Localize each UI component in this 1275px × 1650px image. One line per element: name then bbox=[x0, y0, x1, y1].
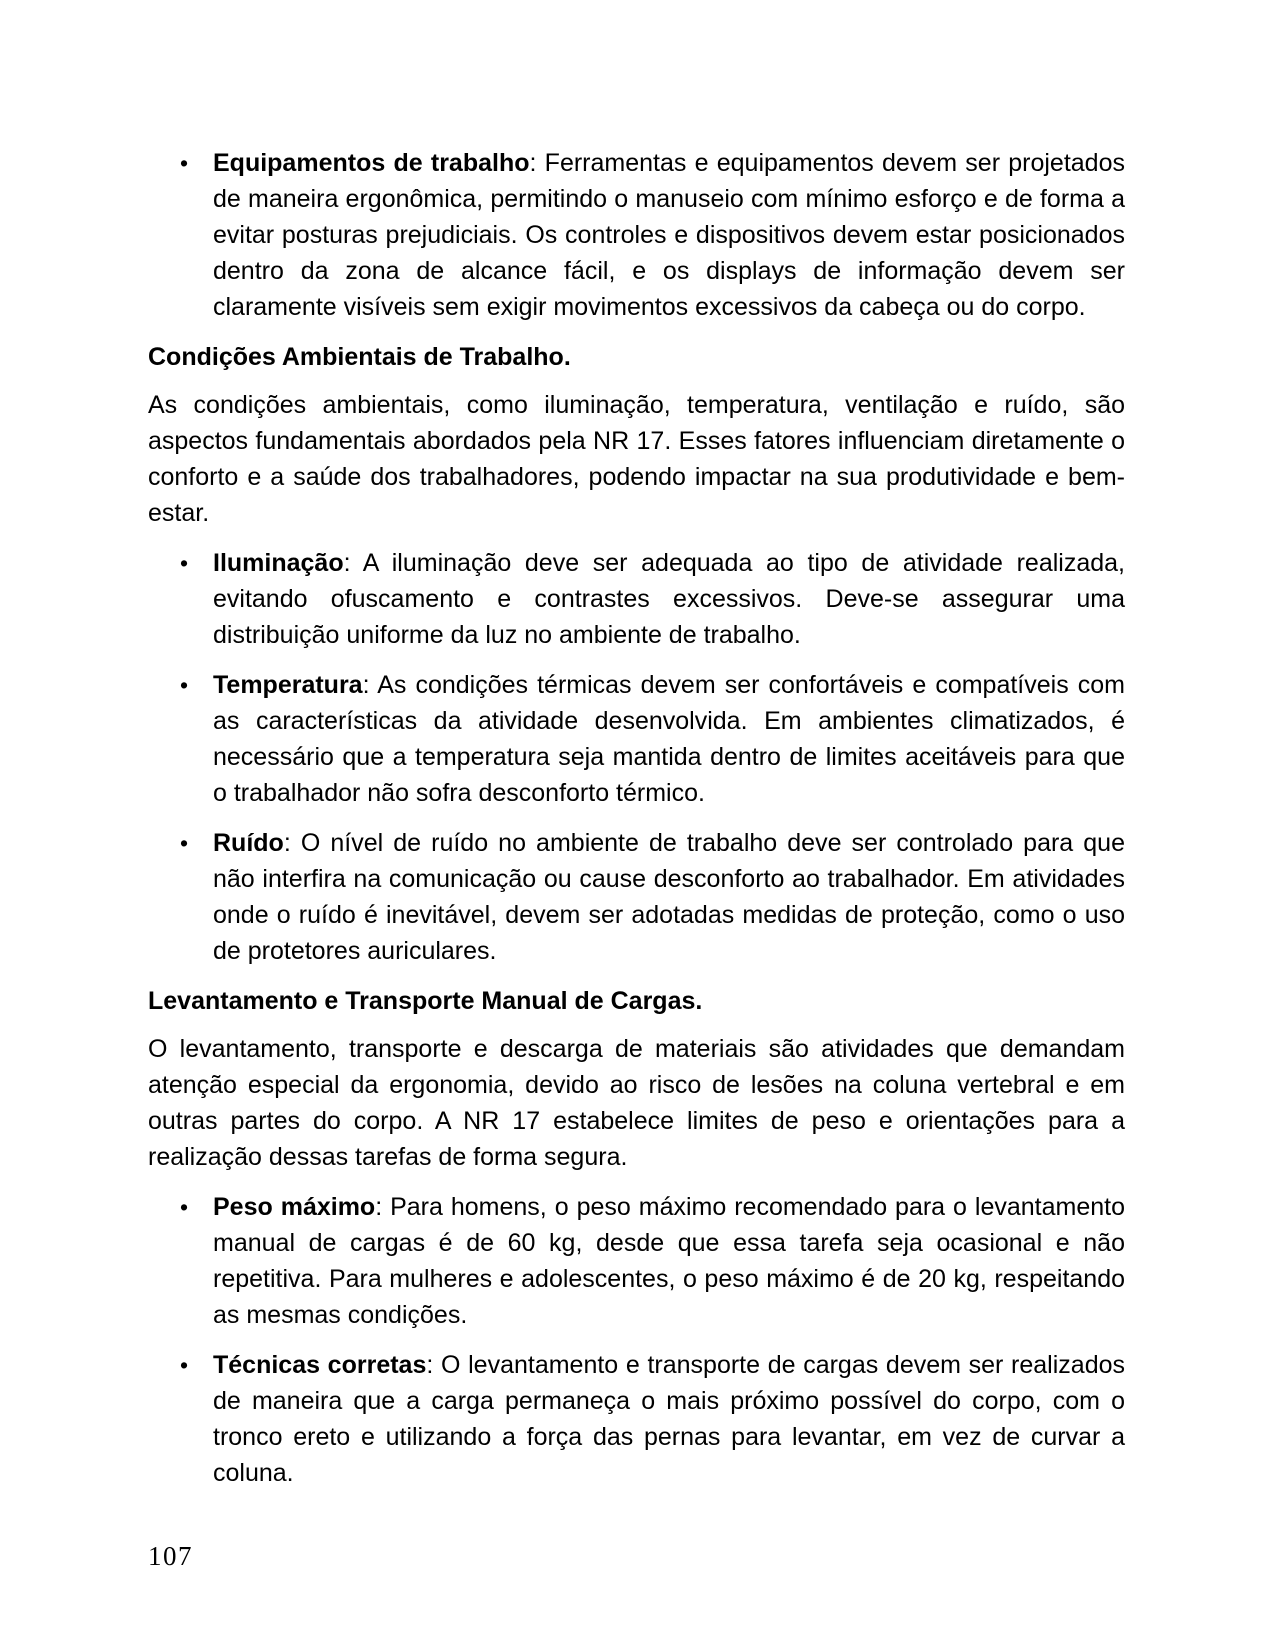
paragraph-condicoes-ambientais: As condições ambientais, como iluminação, temperatura, ventilação e ruído, são aspectos fundamentais abordados pela NR 17. Esses fatores influenciam diretamente o conforto e a saúde dos trabalhadores, podendo impactar na sua produtividade e bem-estar. bbox=[148, 391, 1125, 527]
list-item-tecnicas-corretas bbox=[148, 1347, 1125, 1491]
bullet-text: : A iluminação deve ser adequada ao tipo de atividade realizada, evitando ofuscamento e contrastes excessivos. Deve-se assegurar uma distribuição uniforme da luz no ambiente de trabalho. bbox=[213, 549, 1125, 649]
list-item-iluminacao bbox=[148, 545, 1125, 653]
list-item-text bbox=[213, 667, 1125, 811]
bullet-icon: • bbox=[180, 830, 189, 856]
bullet-label: Peso máximo bbox=[213, 1193, 376, 1221]
bullet-label: Equipamentos de trabalho bbox=[213, 149, 530, 177]
list-item-peso-maximo bbox=[148, 1189, 1125, 1333]
page-number: 107 bbox=[148, 1541, 193, 1571]
bullet-text: : O levantamento e transporte de cargas devem ser realizados de maneira que a carga permaneça o mais próximo possível do corpo, com o tronco ereto e utilizando a força das pernas para levantar, em vez de curvar a coluna. bbox=[213, 1351, 1125, 1487]
bullet-icon: • bbox=[180, 1352, 189, 1378]
list-item-ruido bbox=[148, 825, 1125, 969]
bullet-icon: • bbox=[180, 672, 189, 698]
bullet-label: Temperatura bbox=[213, 671, 363, 699]
section-heading-levantamento: Levantamento e Transporte Manual de Cargas. bbox=[148, 987, 703, 1015]
list-item-text bbox=[213, 825, 1125, 969]
list-item-equipamentos bbox=[148, 145, 1125, 325]
document-content bbox=[148, 145, 1125, 1491]
bullet-icon: • bbox=[180, 1194, 189, 1220]
list-item-text bbox=[213, 1347, 1125, 1491]
bullet-icon: • bbox=[180, 150, 189, 176]
list-item-temperatura bbox=[148, 667, 1125, 811]
list-item-text bbox=[213, 145, 1125, 325]
bullet-text: : As condições térmicas devem ser confortáveis e compatíveis com as características da atividade desenvolvida. Em ambientes climatizados, é necessário que a temperatura seja mantida dentro de limites aceitáveis para que o trabalhador não sofra desconforto térmico. bbox=[213, 671, 1125, 807]
section-heading-condicoes-ambientais: Condições Ambientais de Trabalho. bbox=[148, 343, 571, 371]
list-item-text bbox=[213, 545, 1125, 653]
bullet-label: Iluminação bbox=[213, 549, 344, 577]
bullet-label: Técnicas corretas bbox=[213, 1351, 427, 1379]
bullet-text: : O nível de ruído no ambiente de trabalho deve ser controlado para que não interfira na comunicação ou cause desconforto ao trabalhador. Em atividades onde o ruído é inevitável, devem ser adotadas medidas de proteção, como o uso de protetores auriculares. bbox=[213, 829, 1125, 965]
paragraph-levantamento: O levantamento, transporte e descarga de materiais são atividades que demandam atenção especial da ergonomia, devido ao risco de lesões na coluna vertebral e em outras partes do corpo. A NR 17 estabelece limites de peso e orientações para a realização dessas tarefas de forma segura. bbox=[148, 1035, 1125, 1171]
list-item-text bbox=[213, 1189, 1125, 1333]
bullet-icon: • bbox=[180, 550, 189, 576]
bullet-text: : Ferramentas e equipamentos devem ser projetados de maneira ergonômica, permitindo o manuseio com mínimo esforço e de forma a evitar posturas prejudiciais. Os controles e dispositivos devem estar posicionados dentro da zona de alcance fácil, e os displays de informação devem ser claramente visíveis sem exigir movimentos excessivos da cabeça ou do corpo. bbox=[213, 149, 1125, 321]
bullet-text: : Para homens, o peso máximo recomendado para o levantamento manual de cargas é de 60 kg, desde que essa tarefa seja ocasional e não repetitiva. Para mulheres e adolescentes, o peso máximo é de 20 kg, respeitando as mesmas condições. bbox=[213, 1193, 1125, 1329]
bullet-label: Ruído bbox=[213, 829, 284, 857]
